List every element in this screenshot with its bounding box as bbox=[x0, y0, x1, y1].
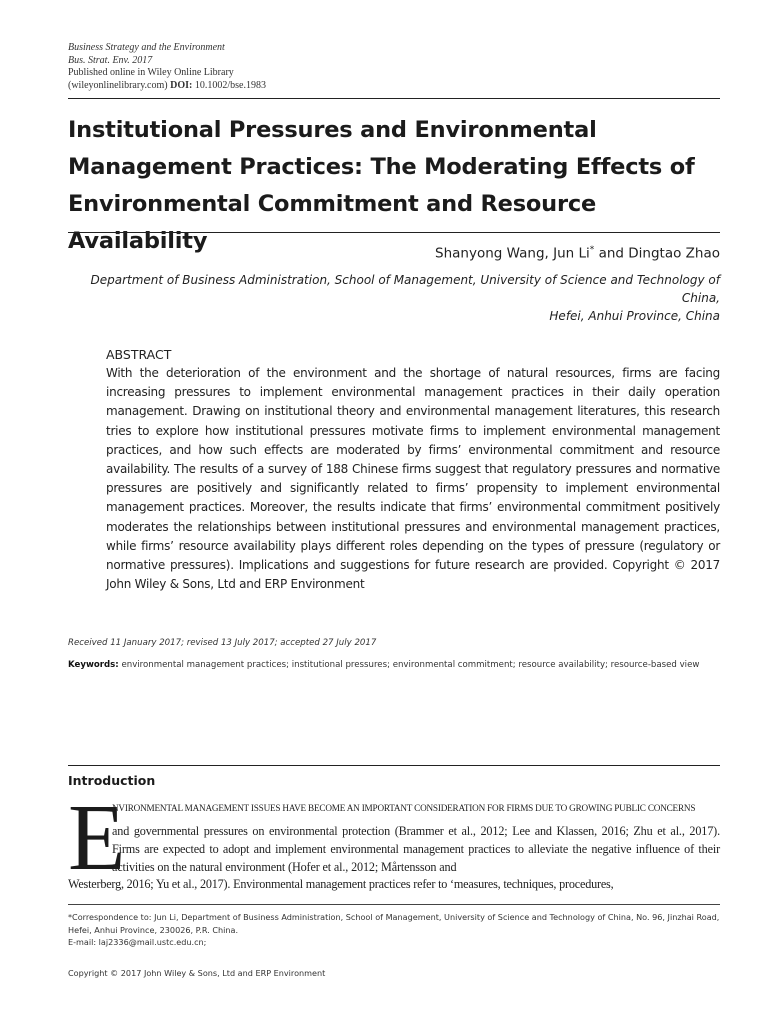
title-line-1: Institutional Pressures and Environmental bbox=[68, 117, 597, 143]
abstract-text: With the deterioration of the environment and the shortage of natural resources, firms are facing increasing pressures to implement environmental management practices in their daily operation management. Drawing on institutional theory and environmental management literatures, this research tries to explore how institutional pressures motivate firms to implement environmental management practices, and how such effects are moderated by firms’ environmental commitment and resource availability. The results of a survey of 188 Chinese firms suggest that regulatory pressures and normative pressures are positively and significantly related to firms’ propensity to implement environmental management practices. Moreover, the results indicate that firms’ environmental commitment positively moderates the relationships between institutional pressures and environmental management practices, while firms’ resource availability plays different roles depending on the types of pressure (regulatory or normative pressures). Implications and suggestions for future research are provided. Copyright © 2017 John Wiley & Sons, Ltd and ERP Environment bbox=[106, 366, 720, 592]
header-rule bbox=[68, 98, 720, 99]
affiliation-line-1: Department of Business Administration, School of Management, University of Science and Technology of China, bbox=[90, 273, 720, 305]
keywords-text: environmental management practices; institutional pressures; environmental commitment; resource availability; resource-based view bbox=[121, 660, 700, 670]
journal-name: Business Strategy and the Environment bbox=[68, 42, 225, 53]
title-line-2: Management Practices: The Moderating Effects of bbox=[68, 154, 695, 180]
author-list bbox=[435, 245, 720, 262]
email-line[interactable]: E-mail: laj2336@mail.ustc.edu.cn; bbox=[68, 937, 207, 947]
affiliation bbox=[68, 271, 720, 325]
intro-full-width-line: Westerberg, 2016; Yu et al., 2017). Environmental management practices refer to ‘measures, techniques, procedures, bbox=[68, 877, 614, 891]
copyright-notice: Copyright © 2017 John Wiley & Sons, Ltd and ERP Environment bbox=[68, 968, 326, 978]
corresponding-marker: * bbox=[589, 245, 595, 255]
authors-first: Shanyong Wang, Jun Li bbox=[435, 245, 590, 262]
journal-header bbox=[68, 42, 718, 92]
received-dates: Received 11 January 2017; revised 13 July 2017; accepted 27 July 2017 bbox=[68, 638, 377, 648]
authors-last: and Dingtao Zhao bbox=[594, 245, 720, 262]
intro-body-text: and governmental pressures on environmental protection (Brammer et al., 2012; Lee and Klassen, 2016; Zhu et al., 2017). Firms are expected to adopt and implement environmental management practices to alleviate the negative influence of their activities on the natural environment (Hofer et al., 2012; Mårtensson and bbox=[112, 824, 720, 874]
library-link[interactable]: (wileyonlinelibrary.com) bbox=[68, 79, 168, 91]
abstract-heading: ABSTRACT bbox=[106, 347, 172, 362]
intro-small-caps-line: NVIRONMENTAL MANAGEMENT ISSUES HAVE BECOME AN IMPORTANT CONSIDERATION FOR FIRMS DUE TO GROWING PUBLIC CONCERNS bbox=[112, 803, 696, 813]
keywords-label: Keywords: bbox=[68, 660, 119, 670]
doi-label: DOI: bbox=[170, 79, 193, 91]
affiliation-line-2: Hefei, Anhui Province, China bbox=[549, 309, 720, 323]
journal-abbrev: Bus. Strat. Env. 2017 bbox=[68, 54, 153, 66]
correspondence-text: *Correspondence to: Jun Li, Department of Business Administration, School of Management, University of Science and Technology of China, No. 96, Jinzhai Road, Hefei, Anhui Province, 230026, P.R. China. bbox=[68, 912, 720, 935]
section-heading-introduction: Introduction bbox=[68, 773, 156, 788]
intro-rule bbox=[68, 765, 720, 766]
correspondence-footnote bbox=[68, 911, 720, 949]
title-line-3: Environmental Commitment and Resource Availability bbox=[68, 191, 597, 254]
keywords bbox=[68, 656, 720, 675]
drop-cap: E bbox=[68, 786, 126, 890]
title-rule bbox=[68, 232, 720, 233]
doi-line bbox=[68, 80, 718, 93]
footnote-rule bbox=[68, 904, 720, 905]
paper-title bbox=[68, 112, 728, 260]
doi-value[interactable]: 10.1002/bse.1983 bbox=[194, 79, 266, 91]
published-online: Published online in Wiley Online Library bbox=[68, 67, 234, 79]
